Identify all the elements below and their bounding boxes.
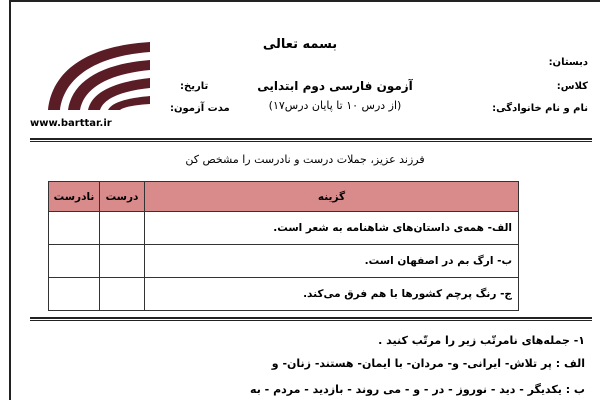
logo-icon <box>40 32 155 114</box>
table-row <box>49 245 519 278</box>
incorrect-cell[interactable] <box>49 245 100 278</box>
divider-middle <box>30 317 592 319</box>
statement-cell: ب- ارگ بم در اصفهان است. <box>145 245 519 278</box>
statement-cell: ج- رنگ پرچم کشورها با هم فرق می‌کند. <box>145 278 519 311</box>
divider-top <box>30 138 592 140</box>
correct-header: درست <box>100 182 145 212</box>
page-border-left <box>9 0 11 400</box>
incorrect-cell[interactable] <box>49 278 100 311</box>
class-label: کلاس: <box>556 81 588 92</box>
section-instruction: فرزند عزیز، جملات درست و نادرست را مشخص کن <box>185 153 425 166</box>
correct-cell[interactable] <box>100 278 145 311</box>
school-label: دبستان: <box>548 57 588 68</box>
table-row <box>49 212 519 245</box>
duration-label: مدت آزمون: <box>170 103 230 114</box>
statement-cell: الف- همه‌ی داستان‌های شاهنامه به شعر است. <box>145 212 519 245</box>
question-line-b: ب : یکدیگر - دید - نوروز - در - و - می روند - بازدید - مردم - به <box>250 383 585 396</box>
divider-middle-thin <box>30 320 592 321</box>
page-title: بسمه تعالی <box>262 37 338 52</box>
question-line-a: الف : پر تلاش- ایرانی- و- مردان- با ایمان- هستند- زنان- و <box>271 357 585 370</box>
correct-cell[interactable] <box>100 212 145 245</box>
logo-url: www.barttar.ir <box>30 118 112 129</box>
table-header-row <box>49 182 519 212</box>
incorrect-header: نادرست <box>49 182 100 212</box>
date-label: تاریخ: <box>180 81 209 92</box>
exam-title: آزمون فارسی دوم ابتدایی <box>257 79 413 93</box>
divider-top-thin <box>30 141 592 142</box>
page-border-top <box>9 0 600 2</box>
name-label: نام و نام خانوادگی: <box>492 103 588 114</box>
true-false-table <box>48 181 519 311</box>
incorrect-cell[interactable] <box>49 212 100 245</box>
correct-cell[interactable] <box>100 245 145 278</box>
table-row <box>49 278 519 311</box>
exam-range: (از درس ۱۰ تا پایان درس۱۷) <box>268 99 402 112</box>
option-header: گزینه <box>145 182 519 212</box>
question-heading: ۱- جمله‌های نامرتّب زیر را مرتّب کنید . <box>378 334 585 347</box>
